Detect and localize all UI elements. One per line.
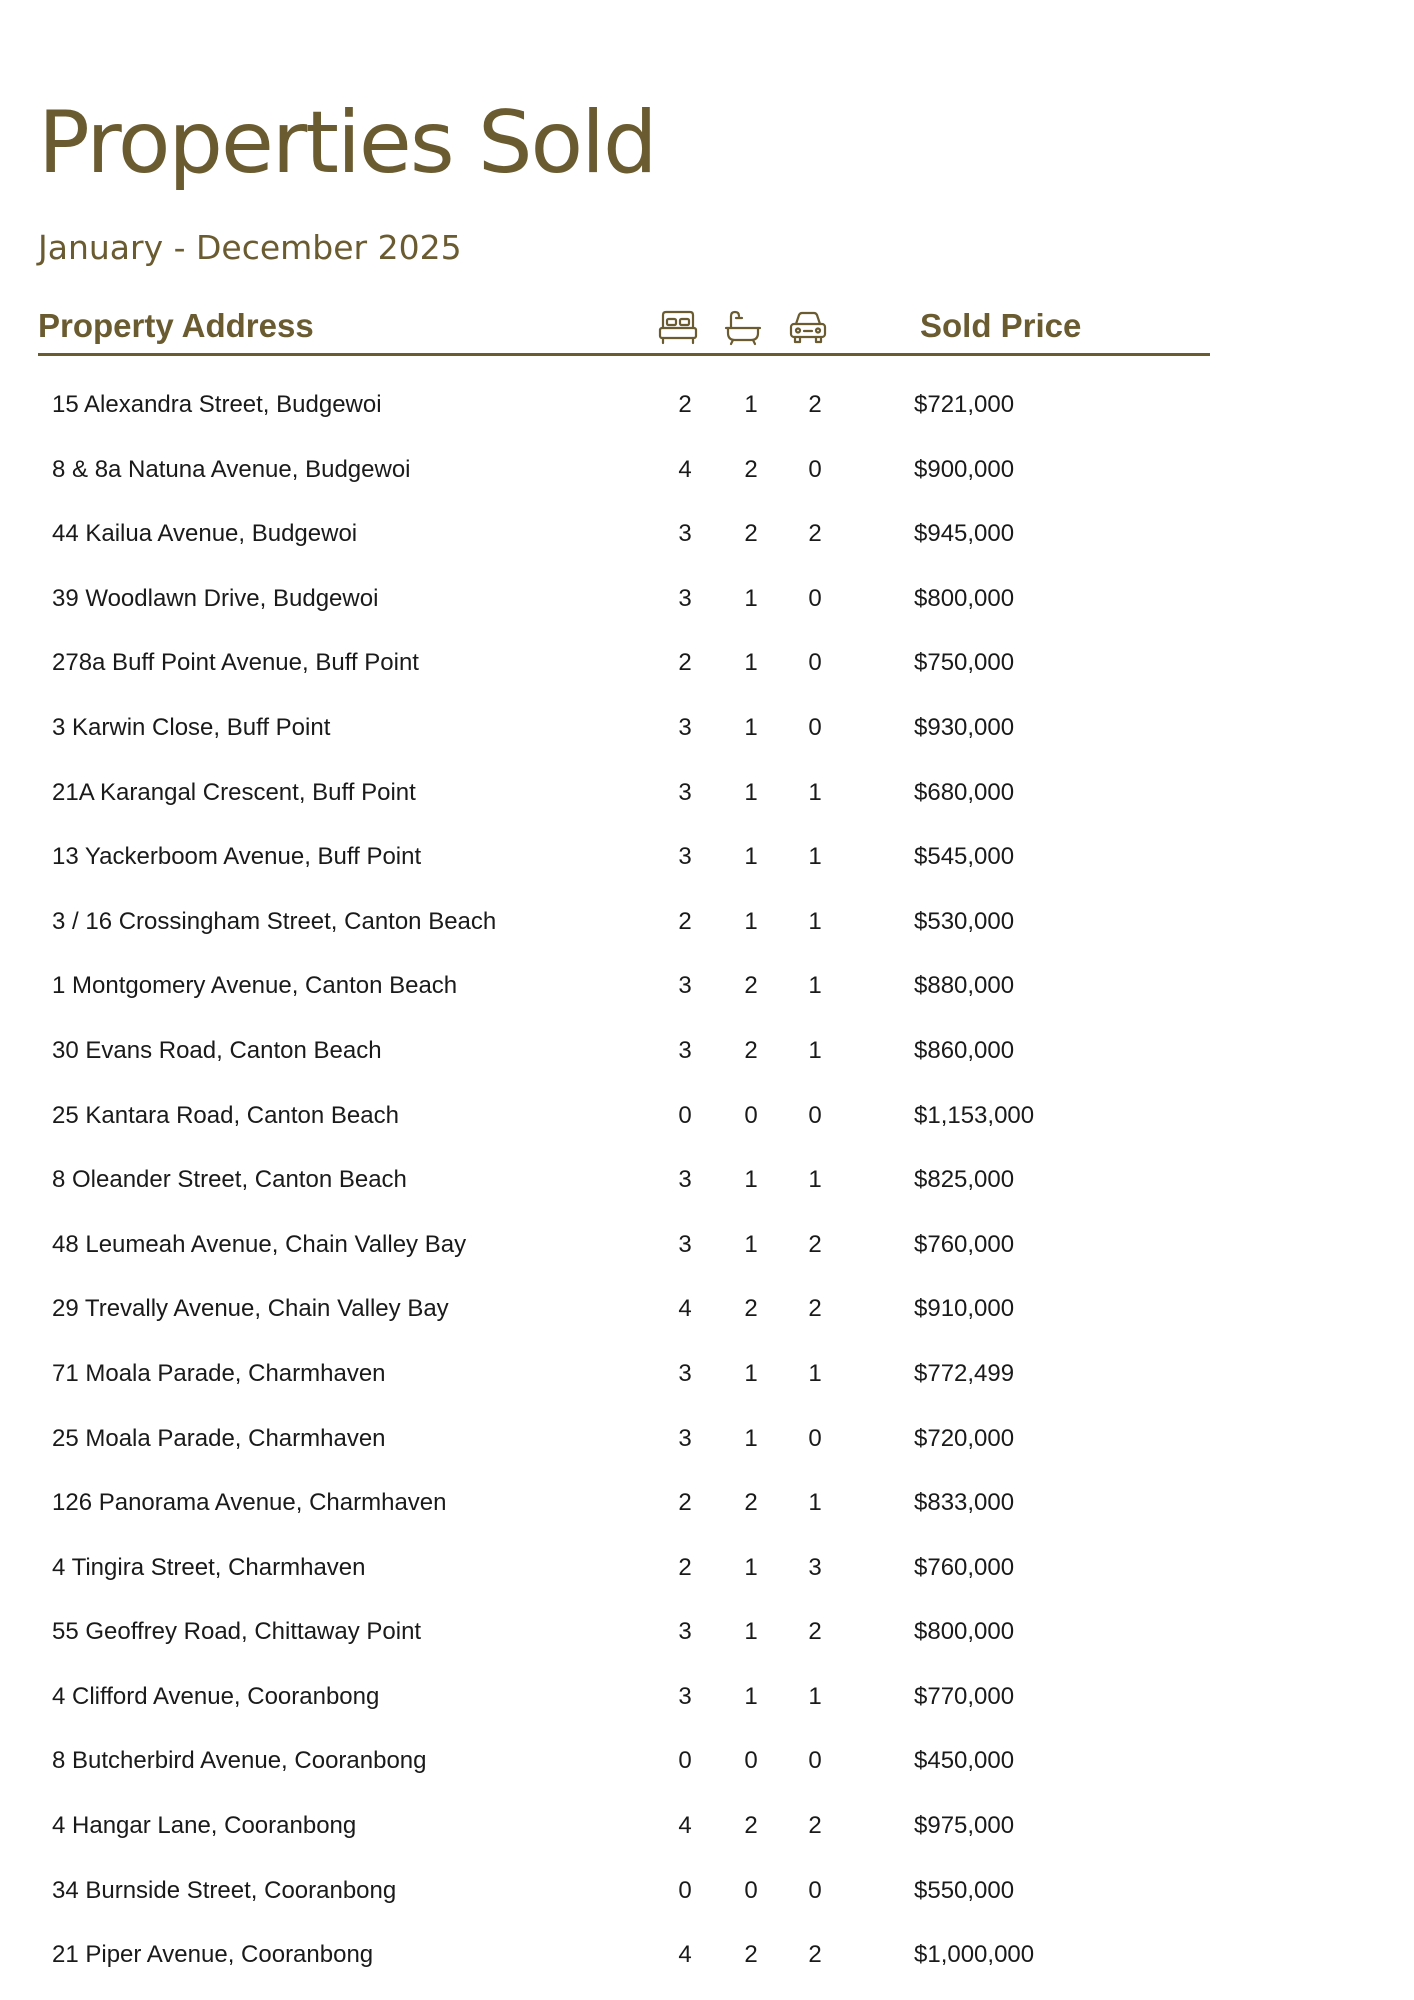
- bathrooms-count: 1: [744, 649, 758, 677]
- bathrooms-count: 0: [744, 1876, 758, 1904]
- property-address: 8 Oleander Street, Canton Beach: [52, 1166, 407, 1194]
- bathrooms-count: 1: [744, 907, 758, 935]
- bathrooms-count: 1: [744, 584, 758, 612]
- car-spaces-count: 0: [808, 584, 822, 612]
- bathrooms-count: 1: [744, 1424, 758, 1452]
- bedrooms-count: 4: [678, 1941, 692, 1969]
- car-spaces-count: 1: [808, 1489, 822, 1517]
- table-row: [0, 1280, 1414, 1345]
- bathrooms-count: 1: [744, 1682, 758, 1710]
- bathrooms-count: 2: [744, 1812, 758, 1840]
- bathrooms-count: 1: [744, 1618, 758, 1646]
- property-address: 3 / 16 Crossingham Street, Canton Beach: [52, 907, 497, 935]
- property-address: 29 Trevally Avenue, Chain Valley Bay: [52, 1295, 449, 1323]
- bedrooms-count: 3: [678, 972, 692, 1000]
- bedrooms-count: 3: [678, 584, 692, 612]
- car-spaces-count: 0: [808, 1424, 822, 1452]
- table-row: [0, 1732, 1414, 1797]
- bedrooms-count: 3: [678, 778, 692, 806]
- table-row: [0, 893, 1414, 958]
- table-row: [0, 1151, 1414, 1216]
- car-spaces-count: 0: [808, 1101, 822, 1129]
- property-address: 278a Buff Point Avenue, Buff Point: [52, 649, 419, 677]
- bath-icon: [723, 309, 763, 347]
- bedrooms-count: 3: [678, 1359, 692, 1387]
- sold-price: $545,000: [914, 843, 1015, 871]
- table-header: [38, 305, 1210, 356]
- table-row: [0, 1087, 1414, 1152]
- bathrooms-count: 2: [744, 1489, 758, 1517]
- property-list: [0, 376, 1414, 1991]
- sold-price: $1,000,000: [914, 1941, 1035, 1969]
- car-spaces-count: 0: [808, 713, 822, 741]
- sold-price: $530,000: [914, 907, 1015, 935]
- property-address: 71 Moala Parade, Charmhaven: [52, 1359, 386, 1387]
- property-address: 15 Alexandra Street, Budgewoi: [52, 391, 382, 418]
- bathrooms-count: 1: [744, 1230, 758, 1258]
- property-address: 48 Leumeah Avenue, Chain Valley Bay: [52, 1230, 467, 1258]
- car-spaces-count: 0: [808, 1747, 822, 1775]
- property-address: 30 Evans Road, Canton Beach: [52, 1036, 382, 1064]
- bathrooms-count: 1: [744, 713, 758, 741]
- bedrooms-count: 3: [678, 713, 692, 741]
- sold-price: $825,000: [914, 1166, 1015, 1194]
- table-row: [0, 1603, 1414, 1668]
- car-spaces-count: 2: [808, 1295, 822, 1323]
- table-row: [0, 1474, 1414, 1539]
- sold-price: $800,000: [914, 584, 1015, 612]
- table-row: [0, 1862, 1414, 1927]
- car-spaces-count: 1: [808, 1359, 822, 1387]
- table-row: [0, 441, 1414, 506]
- sold-price: $975,000: [914, 1812, 1015, 1840]
- sold-price: $760,000: [914, 1553, 1015, 1581]
- bedrooms-count: 3: [678, 1230, 692, 1258]
- bathrooms-count: 0: [744, 1101, 758, 1129]
- car-spaces-count: 1: [808, 778, 822, 806]
- table-row: [0, 376, 1414, 441]
- sold-price: $760,000: [914, 1230, 1015, 1258]
- bathrooms-count: 1: [744, 843, 758, 871]
- car-spaces-count: 3: [808, 1553, 822, 1581]
- sold-price: $800,000: [914, 1618, 1015, 1646]
- bedrooms-count: 2: [678, 907, 692, 935]
- property-address: 3 Karwin Close, Buff Point: [52, 713, 331, 741]
- sold-price: $833,000: [914, 1489, 1015, 1517]
- sold-price: $880,000: [914, 972, 1015, 1000]
- property-address: 21A Karangal Crescent, Buff Point: [52, 778, 416, 806]
- car-spaces-count: 1: [808, 972, 822, 1000]
- table-row: [0, 1797, 1414, 1862]
- table-row: [0, 1410, 1414, 1475]
- property-address: 1 Montgomery Avenue, Canton Beach: [52, 972, 458, 1000]
- sold-price: $860,000: [914, 1036, 1015, 1064]
- car-spaces-count: 1: [808, 1166, 822, 1194]
- table-row: [0, 1668, 1414, 1733]
- bathrooms-count: 1: [744, 1359, 758, 1387]
- bedrooms-count: 3: [678, 843, 692, 871]
- property-address: 21 Piper Avenue, Cooranbong: [52, 1941, 374, 1969]
- car-spaces-count: 2: [808, 1230, 822, 1258]
- bedrooms-count: 0: [678, 1876, 692, 1904]
- bathrooms-count: 2: [744, 520, 758, 548]
- bedrooms-count: 0: [678, 1747, 692, 1775]
- car-spaces-count: 1: [808, 843, 822, 871]
- bathrooms-count: 2: [744, 1036, 758, 1064]
- property-address: 8 & 8a Natuna Avenue, Budgewoi: [52, 455, 411, 483]
- table-row: [0, 570, 1414, 635]
- sold-price: $750,000: [914, 649, 1015, 677]
- bedrooms-count: 0: [678, 1101, 692, 1129]
- bedrooms-count: 3: [678, 1166, 692, 1194]
- table-row: [0, 634, 1414, 699]
- property-address: 39 Woodlawn Drive, Budgewoi: [52, 584, 379, 612]
- sold-price: $550,000: [914, 1876, 1015, 1904]
- car-spaces-count: 2: [808, 1812, 822, 1840]
- bathrooms-count: 1: [744, 1553, 758, 1581]
- sold-price: $900,000: [914, 455, 1015, 483]
- sold-price: $930,000: [914, 713, 1015, 741]
- sold-price: $450,000: [914, 1747, 1015, 1775]
- property-address: 4 Hangar Lane, Cooranbong: [52, 1812, 357, 1840]
- bedrooms-count: 3: [678, 1682, 692, 1710]
- property-address: 4 Tingira Street, Charmhaven: [52, 1553, 366, 1581]
- table-row: [0, 1345, 1414, 1410]
- address-column-header: Property Address: [38, 307, 314, 344]
- table-row: [0, 957, 1414, 1022]
- property-address: 13 Yackerboom Avenue, Buff Point: [52, 843, 422, 871]
- bathrooms-count: 1: [744, 778, 758, 806]
- sold-price: $1,153,000: [914, 1101, 1035, 1129]
- bathrooms-count: 1: [744, 391, 758, 418]
- property-address: 4 Clifford Avenue, Cooranbong: [52, 1682, 380, 1710]
- table-row: [0, 764, 1414, 829]
- bathrooms-count: 0: [744, 1747, 758, 1775]
- car-spaces-count: 0: [808, 649, 822, 677]
- car-spaces-count: 0: [808, 1876, 822, 1904]
- property-address: 25 Moala Parade, Charmhaven: [52, 1424, 386, 1452]
- property-address: 8 Butcherbird Avenue, Cooranbong: [52, 1747, 427, 1775]
- bedrooms-count: 2: [678, 649, 692, 677]
- property-address: 34 Burnside Street, Cooranbong: [52, 1876, 397, 1904]
- car-spaces-count: 2: [808, 1941, 822, 1969]
- sold-price: $721,000: [914, 391, 1015, 418]
- bathrooms-count: 2: [744, 1941, 758, 1969]
- bathrooms-count: 2: [744, 1295, 758, 1323]
- sold-price: $680,000: [914, 778, 1015, 806]
- table-row: [0, 1926, 1414, 1991]
- sold-price: $720,000: [914, 1424, 1015, 1452]
- table-row: [0, 828, 1414, 893]
- page-title: Properties Sold: [38, 93, 656, 193]
- bathrooms-count: 2: [744, 972, 758, 1000]
- sold-price: $772,499: [914, 1359, 1015, 1387]
- bedrooms-count: 4: [678, 1295, 692, 1323]
- bedrooms-count: 3: [678, 1424, 692, 1452]
- table-row: [0, 1216, 1414, 1281]
- bedrooms-count: 2: [678, 1489, 692, 1517]
- date-range-subtitle: January - December 2025: [38, 228, 462, 267]
- sold-price: $910,000: [914, 1295, 1015, 1323]
- bedrooms-count: 2: [678, 391, 692, 418]
- table-row: [0, 505, 1414, 570]
- car-spaces-count: 2: [808, 391, 822, 418]
- property-address: 126 Panorama Avenue, Charmhaven: [52, 1489, 447, 1517]
- car-spaces-count: 2: [808, 1618, 822, 1646]
- bedrooms-count: 4: [678, 455, 692, 483]
- sold-price: $770,000: [914, 1682, 1015, 1710]
- price-column-header: Sold Price: [920, 307, 1082, 344]
- car-spaces-count: 2: [808, 520, 822, 548]
- bedrooms-count: 3: [678, 520, 692, 548]
- table-row: [0, 1022, 1414, 1087]
- table-row: [0, 699, 1414, 764]
- bedrooms-count: 3: [678, 1036, 692, 1064]
- bedrooms-count: 4: [678, 1812, 692, 1840]
- bedrooms-count: 3: [678, 1618, 692, 1646]
- property-address: 44 Kailua Avenue, Budgewoi: [52, 520, 358, 548]
- car-spaces-count: 1: [808, 1036, 822, 1064]
- bed-icon: [658, 309, 698, 347]
- bedrooms-count: 2: [678, 1553, 692, 1581]
- car-spaces-count: 1: [808, 907, 822, 935]
- car-spaces-count: 0: [808, 455, 822, 483]
- property-address: 55 Geoffrey Road, Chittaway Point: [52, 1618, 422, 1646]
- sold-price: $945,000: [914, 520, 1015, 548]
- property-address: 25 Kantara Road, Canton Beach: [52, 1101, 399, 1129]
- car-icon: [788, 309, 828, 347]
- bathrooms-count: 2: [744, 455, 758, 483]
- car-spaces-count: 1: [808, 1682, 822, 1710]
- bathrooms-count: 1: [744, 1166, 758, 1194]
- table-row: [0, 1539, 1414, 1604]
